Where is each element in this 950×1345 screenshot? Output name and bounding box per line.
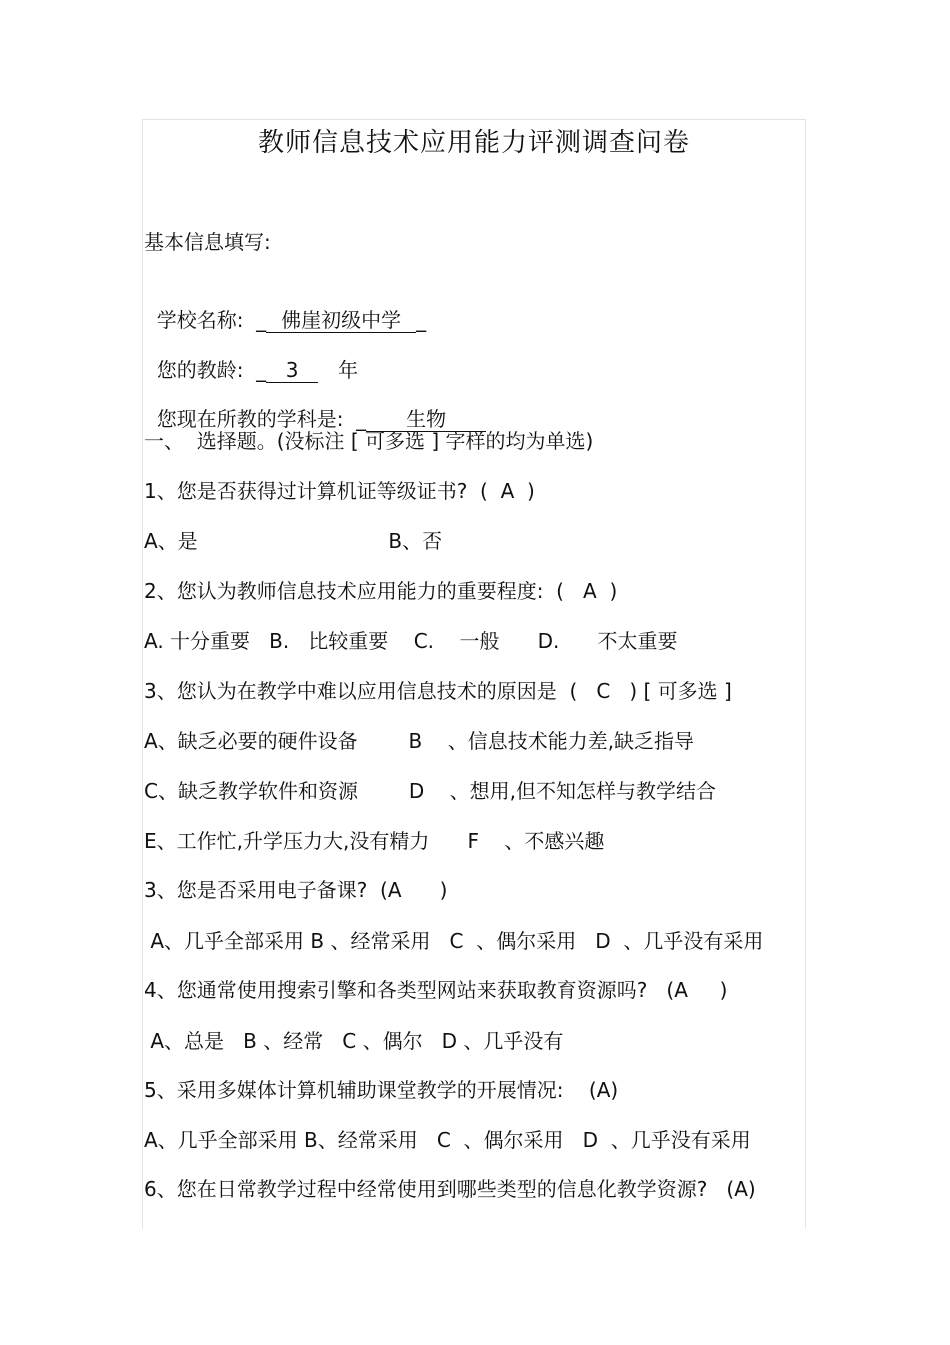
question-line: 2、您认为教师信息技术应用能力的重要程度: ( A ) [144,579,618,603]
question-line: 5、采用多媒体计算机辅助课堂教学的开展情况: (A) [144,1078,619,1102]
basic-info-heading: 基本信息填写: [144,230,271,254]
subject-value: 生物 [366,407,486,432]
question-line: A. 十分重要 B. 比较重要 C. 一般 D. 不太重要 [144,629,678,653]
question-line: A、几乎全部采用 B、经常采用 C 、偶尔采用 D 、几乎没有采用 [144,1128,751,1152]
question-line: 1、您是否获得过计算机证等级证书? ( A ) [144,479,535,503]
years-label: 您的教龄: _ [156,358,267,382]
question-line: A、几乎全部采用 B 、经常采用 C 、偶尔采用 D 、几乎没有采用 [144,929,764,953]
question-line: A、总是 B 、经常 C 、偶尔 D 、几乎没有 [144,1029,564,1053]
years-row [144,328,358,384]
section-heading: 一、 选择题。(没标注 [ 可多选 ] 字样的均为单选) [144,429,594,453]
question-line: E、工作忙,升学压力大,没有精力 F 、不感兴趣 [144,829,605,853]
subject-row [144,377,486,433]
school-tail: _ [416,308,427,332]
subject-label: 您现在所教的学科是: _ [156,407,367,431]
question-line: 3、您认为在教学中难以应用信息技术的原因是 ( C ) [ 可多选 ] [144,679,732,703]
school-label: 学校名称: _ [156,308,267,332]
question-line: 6、您在日常教学过程中经常使用到哪些类型的信息化教学资源? (A) [144,1177,756,1201]
years-unit: 年 [338,358,359,382]
question-line: 3、您是否采用电子备课? (A ) [144,878,448,902]
years-value: 3 [266,358,318,383]
school-value: 佛崖初级中学 [266,308,416,333]
document-title: 教师信息技术应用能力评测调查问卷 [257,128,690,158]
question-line: 4、您通常使用搜索引擎和各类型网站来获取教育资源吗? (A ) [144,978,728,1002]
school-row [144,278,426,334]
question-line: A、缺乏必要的硬件设备 B 、信息技术能力差,缺乏指导 [144,729,695,753]
question-line: A、是 B、否 [144,529,443,553]
question-line: C、缺乏教学软件和资源 D 、想用,但不知怎样与教学结合 [144,779,717,803]
